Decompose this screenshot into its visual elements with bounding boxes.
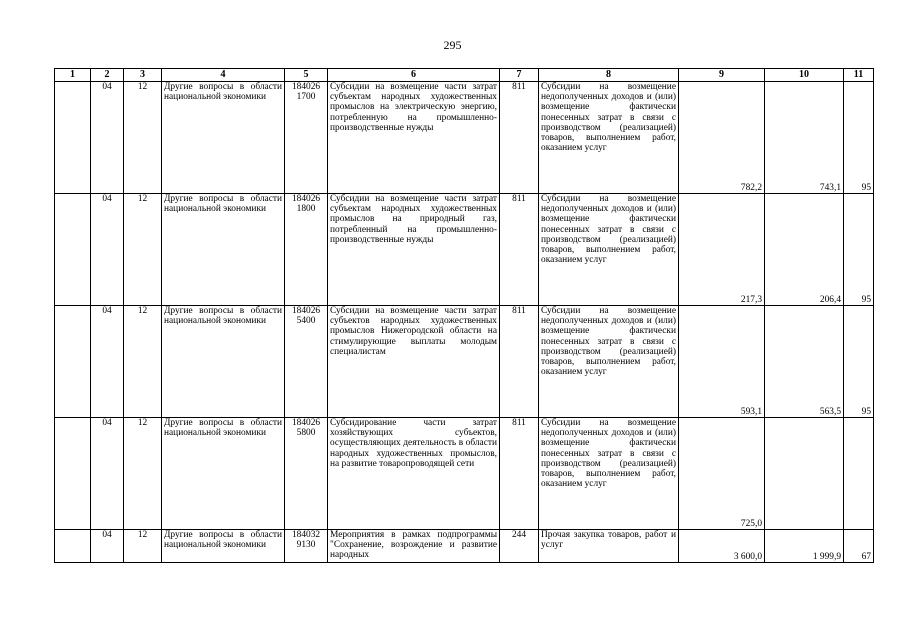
- cell-col1: [55, 306, 91, 418]
- table-row: [55, 530, 874, 563]
- header-cell-1: 1: [55, 69, 91, 82]
- target-code-part1: 184026: [291, 306, 321, 316]
- cell-section: 04: [91, 306, 124, 418]
- cell-subsection: 12: [124, 82, 162, 194]
- header-cell-8: 8: [539, 69, 679, 82]
- cell-section-name: Другие вопросы в области национальной экономики: [162, 306, 285, 418]
- cell-target-code: [285, 194, 328, 306]
- cell-target-name: Мероприятия в рамках подпрограммы "Сохранение, возрождение и развитие народных: [328, 530, 500, 563]
- cell-section: 04: [91, 194, 124, 306]
- cell-subsection: 12: [124, 418, 162, 530]
- cell-expense-name: Субсидии на возмещение недополученных доходов и (или) возмещение фактически понесенных затрат в связи с производством (реализацией) товаров, выполнением работ, оказанием услуг: [539, 306, 679, 418]
- target-code-part1: 184026: [291, 418, 321, 428]
- cell-expense-name: Субсидии на возмещение недополученных доходов и (или) возмещение фактически понесенных затрат в связи с производством (реализацией) товаров, выполнением работ, оказанием услуг: [539, 194, 679, 306]
- cell-target-code: [285, 82, 328, 194]
- cell-col1: [55, 82, 91, 194]
- cell-planned: 782,2: [679, 82, 765, 194]
- cell-expense-type: 811: [500, 418, 539, 530]
- cell-expense-type: 811: [500, 306, 539, 418]
- cell-planned: 593,1: [679, 306, 765, 418]
- target-code-part1: 184032: [291, 530, 321, 540]
- cell-percent: 95: [844, 82, 874, 194]
- header-cell-7: 7: [500, 69, 539, 82]
- cell-section-name: Другие вопросы в области национальной экономики: [162, 82, 285, 194]
- cell-expense-type: 811: [500, 82, 539, 194]
- table-row: [55, 418, 874, 530]
- cell-percent: 95: [844, 306, 874, 418]
- cell-planned: 217,3: [679, 194, 765, 306]
- cell-percent: [844, 418, 874, 530]
- cell-target-code: [285, 306, 328, 418]
- cell-planned: 3 600,0: [679, 530, 765, 563]
- cell-section: 04: [91, 82, 124, 194]
- header-cell-11: 11: [844, 69, 874, 82]
- target-code-part2: 5400: [296, 316, 316, 327]
- target-code-part2: 1700: [296, 92, 316, 103]
- cell-expense-type: 811: [500, 194, 539, 306]
- cell-target-code: [285, 530, 328, 563]
- header-row: [55, 69, 874, 82]
- budget-table: [54, 68, 874, 563]
- target-code-part2: 5800: [296, 428, 316, 439]
- cell-target-name: Субсидии на возмещение части затрат субъектам народных художественных промыслов на природный газ, потребленный на промышленно-производственные нужды: [328, 194, 500, 306]
- cell-target-name: Субсидирование части затрат хозяйствующих субъектов, осуществляющих деятельность в области народных художественных промыслов, на развитие товаропроводящей сети: [328, 418, 500, 530]
- cell-target-code: [285, 418, 328, 530]
- cell-actual: 1 999,9: [765, 530, 844, 563]
- header-cell-10: 10: [765, 69, 844, 82]
- cell-expense-name: Субсидии на возмещение недополученных доходов и (или) возмещение фактически понесенных затрат в связи с производством (реализацией) товаров, выполнением работ, оказанием услуг: [539, 82, 679, 194]
- header-cell-3: 3: [124, 69, 162, 82]
- target-code-part1: 184026: [291, 194, 321, 204]
- page-number: 295: [443, 38, 462, 52]
- table-row: [55, 194, 874, 306]
- cell-col1: [55, 194, 91, 306]
- cell-actual: 743,1: [765, 82, 844, 194]
- header-cell-4: 4: [162, 69, 285, 82]
- header-cell-9: 9: [679, 69, 765, 82]
- cell-section: 04: [91, 530, 124, 563]
- cell-percent: 95: [844, 194, 874, 306]
- table-row: [55, 82, 874, 194]
- cell-expense-type: 244: [500, 530, 539, 563]
- cell-expense-name: Прочая закупка товаров, работ и услуг: [539, 530, 679, 563]
- cell-target-name: Субсидии на возмещение части затрат субъектам народных художественных промыслов на электрическую энергию, потребленную на промышленно-производственные нужды: [328, 82, 500, 194]
- cell-actual: 206,4: [765, 194, 844, 306]
- cell-subsection: 12: [124, 530, 162, 563]
- cell-col1: [55, 418, 91, 530]
- target-code-part1: 184026: [291, 82, 321, 92]
- cell-section-name: Другие вопросы в области национальной экономики: [162, 418, 285, 530]
- cell-section: 04: [91, 418, 124, 530]
- cell-expense-name: Субсидии на возмещение недополученных доходов и (или) возмещение фактически понесенных затрат в связи с производством (реализацией) товаров, выполнением работ, оказанием услуг: [539, 418, 679, 530]
- cell-section-name: Другие вопросы в области национальной экономики: [162, 194, 285, 306]
- header-cell-5: 5: [285, 69, 328, 82]
- cell-section-name: Другие вопросы в области национальной экономики: [162, 530, 285, 563]
- header-cell-6: 6: [328, 69, 500, 82]
- cell-subsection: 12: [124, 306, 162, 418]
- cell-actual: [765, 418, 844, 530]
- cell-planned: 725,0: [679, 418, 765, 530]
- target-code-part2: 9130: [296, 540, 316, 551]
- cell-target-name: Субсидии на возмещение части затрат субъектов народных художественных промыслов Нижегородской области на стимулирующие выплаты молодым специалистам: [328, 306, 500, 418]
- cell-actual: 563,5: [765, 306, 844, 418]
- target-code-part2: 1800: [296, 204, 316, 215]
- cell-col1: [55, 530, 91, 563]
- header-cell-2: 2: [91, 69, 124, 82]
- table-row: [55, 306, 874, 418]
- cell-subsection: 12: [124, 194, 162, 306]
- cell-percent: 67: [844, 530, 874, 563]
